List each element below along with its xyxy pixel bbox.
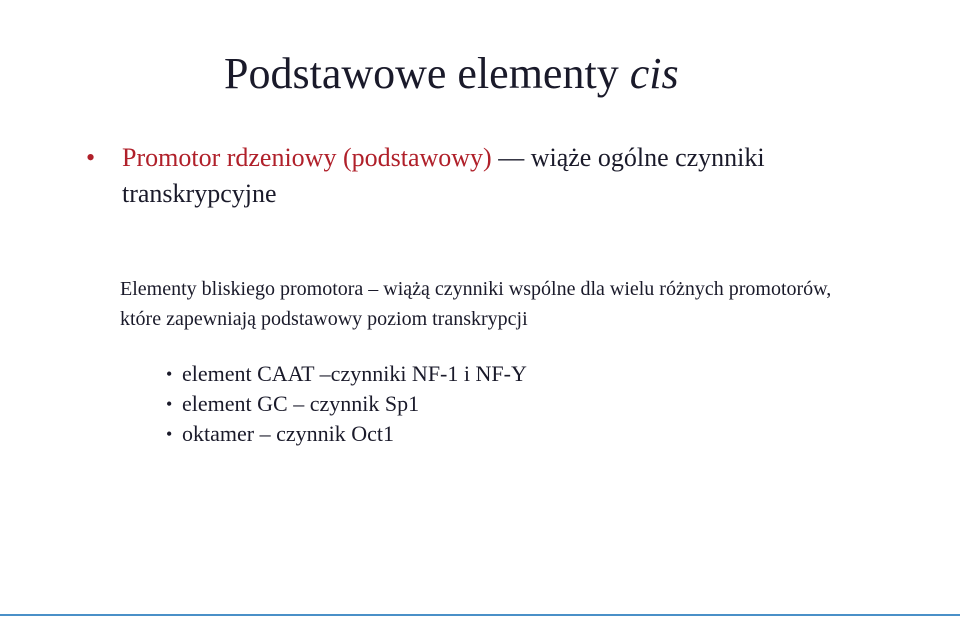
sub-item-text: oktamer – czynnik Oct1	[182, 421, 394, 446]
sub-item-text: element CAAT –czynniki NF-1 i NF-Y	[182, 361, 527, 386]
main-bullet-red-text: Promotor rdzeniowy (podstawowy)	[122, 143, 492, 172]
bullet-dot-icon: •	[166, 424, 173, 444]
slide-title-italic: cis	[629, 49, 679, 98]
bullet-dot-icon: •	[166, 394, 173, 414]
sub-item-text: element GC – czynnik Sp1	[182, 391, 420, 416]
bullet-dot-icon: •	[166, 364, 173, 384]
list-item	[166, 389, 766, 419]
proximal-elements-paragraph: Elementy bliskiego promotora – wiążą czynniki wspólne dla wielu różnych promotorów, które zapewniają podstawowy poziom transkrypcji	[120, 278, 832, 330]
bullet-dot-icon: •	[86, 143, 96, 172]
slide-title-main: Podstawowe elementy	[224, 49, 630, 98]
slide-title	[224, 46, 679, 102]
sub-element-list	[166, 359, 766, 449]
main-bullet-text	[122, 140, 882, 212]
list-item	[166, 359, 766, 389]
bottom-divider	[0, 614, 960, 616]
list-item	[166, 419, 766, 449]
main-bullet-dark-text: — wiąże ogólne czynniki transkrypcyjne	[122, 143, 765, 208]
